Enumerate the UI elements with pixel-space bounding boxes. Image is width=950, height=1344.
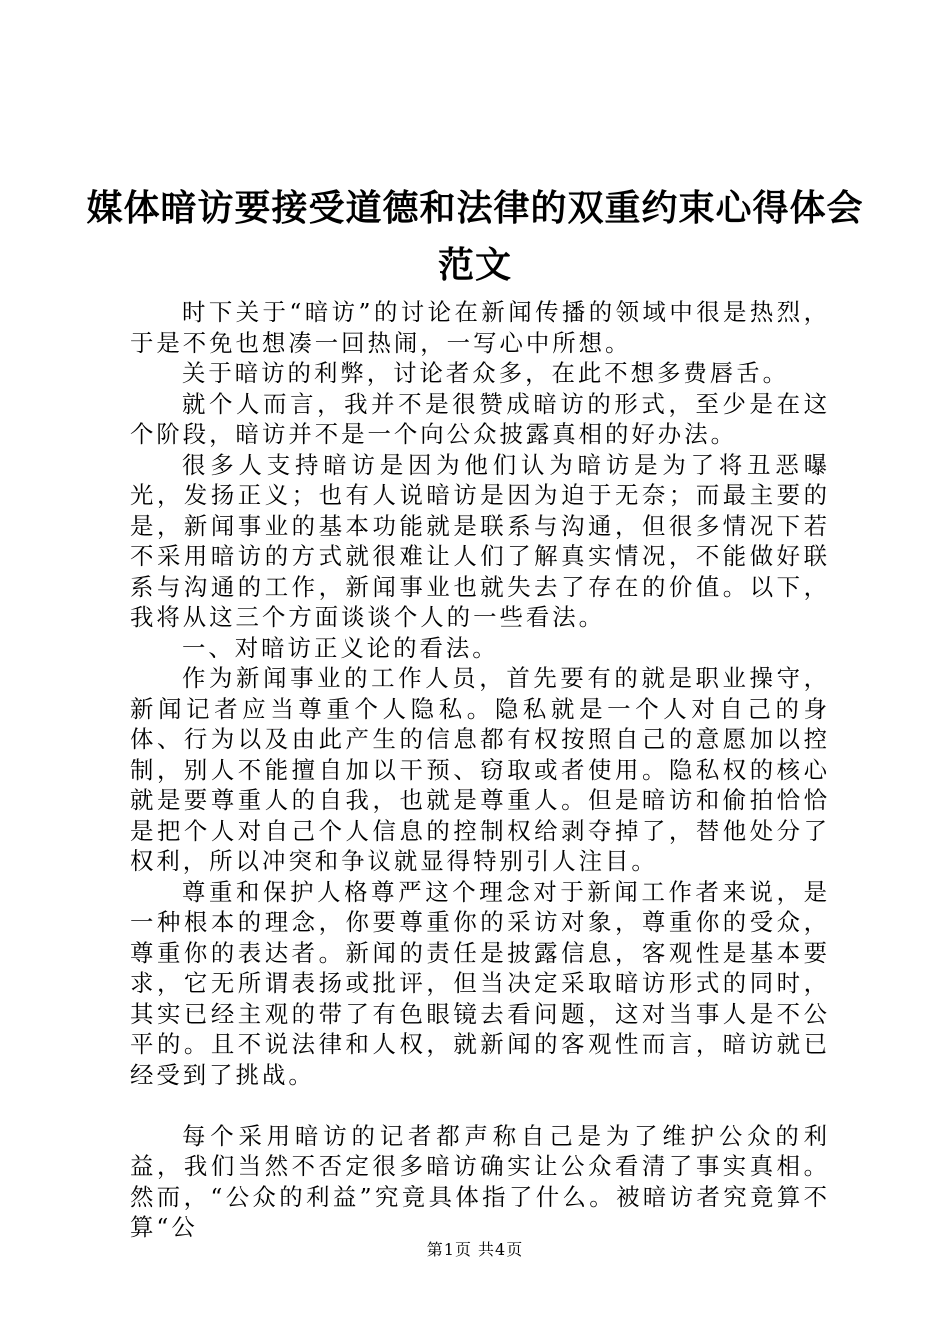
paragraph: 作为新闻事业的工作人员，首先要有的就是职业操守，新闻记者应当尊重个人隐私。隐私就是一个人对自己的身体、行为以及由此产生的信息都有权按照自己的意愿加以控制，别人不能擅自加以干预、窃取或者使用。隐私权的核心就是要尊重人的自我，也就是尊重人。但是暗访和偷拍恰恰是把个人对自己个人信息的控制权给剥夺掉了，替他处分了权利，所以冲突和争议就显得特别引人注目。 <box>130 664 830 875</box>
paragraph: 就个人而言，我并不是很赞成暗访的形式，至少是在这个阶段，暗访并不是一个向公众披露真相的好办法。 <box>130 389 830 448</box>
paragraph: 时下关于“暗访”的讨论在新闻传播的领域中很是热烈，于是不免也想凑一回热闹，一写心中所想。 <box>130 298 830 357</box>
section-heading: 一、对暗访正义论的看法。 <box>182 633 499 662</box>
paragraph: 很多人支持暗访是因为他们认为暗访是为了将丑恶曝光，发扬正义；也有人说暗访是因为迫于无奈；而最主要的是，新闻事业的基本功能就是联系与沟通，但很多情况下若不采用暗访的方式就很难让人们了解真实情况，不能做好联系与沟通的工作，新闻事业也就失去了存在的价值。以下，我将从这三个方面谈谈个人的一些看法。 <box>130 450 830 631</box>
document-body <box>130 297 830 1243</box>
paragraph-gap <box>130 1090 830 1121</box>
paragraph: 关于暗访的利弊，讨论者众多，在此不想多费唇舌。 <box>182 359 789 387</box>
document-title: 媒体暗访要接受道德和法律的双重约束心得体会范文 <box>86 187 864 286</box>
paragraph: 尊重和保护人格尊严这个理念对于新闻工作者来说，是一种根本的理念，你要尊重你的采访对象，尊重你的受众，尊重你的表达者。新闻的责任是披露信息，客观性是基本要求，它无所谓表扬或批评，但当决定采取暗访形式的同时，其实已经主观的带了有色眼镜去看问题，这对当事人是不公平的。且不说法律和人权，就新闻的客观性而言，暗访就已经受到了挑战。 <box>130 877 830 1089</box>
page-footer: 第1页 共4页 <box>426 1240 524 1259</box>
paragraph: 每个采用暗访的记者都声称自己是为了维护公众的利益，我们当然不否定很多暗访确实让公众看清了事实真相。然而，“公众的利益”究竟具体指了什么。被暗访者究竟算不算“公 <box>130 1121 830 1241</box>
